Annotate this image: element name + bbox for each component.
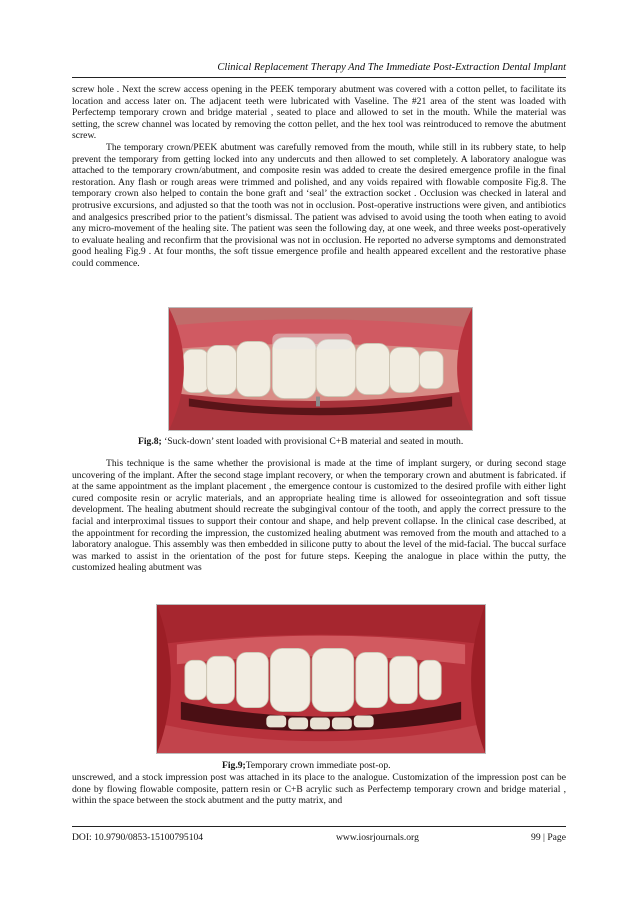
- figure-8-image: [168, 307, 473, 431]
- paragraph-1: screw hole . Next the screw access opening in the PEEK temporary abutment was covered with a cotton pellet, to facilitate its location and access later on. The adjacent teeth were lubricated with Vaseline. The #21 area of the stent was loaded with Perfectemp temporary crown and bridge material , seated to place and allowed to set in the mouth. While the material was setting, the screw channel was located by removing the cotton pellet, and the hex tool was reintroduced to remove the abutment screw.: [72, 84, 566, 142]
- figure-8-label: Fig.8;: [138, 436, 162, 447]
- footer-divider: [72, 826, 566, 827]
- body-text-bottom: [72, 772, 566, 807]
- paragraph-4: unscrewed, and a stock impression post was attached in its place to the analogue. Customization of the impression post can be done by flowing flowable composite, pattern resin or C+B acrylic such as Perfectemp temporary crown and bridge material , within the space between the stock abutment and the putty matrix, and: [72, 772, 566, 807]
- paragraph-2: The temporary crown/PEEK abutment was carefully removed from the mouth, while still in its rubbery state, to help prevent the temporary from getting locked into any undercuts and then allowed to set completely. A laboratory analogue was attached to the temporary crown/abutment, and composite resin was added to create the desired emergence profile in the final restoration. Any flash or rough areas were trimmed and polished, and any voids repaired with flowable composite Fig.8. The temporary crown also helped to contain the bone graft and ‘seal’ the extraction socket . Occlusion was checked in lateral and protrusive excursions, and adjusted so that the tooth was not in occlusion. Post-operative instructions were given, and antibiotics and analgesics prescribed prior to the patient’s dismissal. The patient was advised to avoid using the tooth when eating to avoid any micro-movement of the healing site. The patient was seen the following day, at one week, and three weeks post-operatively to evaluate healing and reconfirm that the provisional was not in occlusion. He reported no adverse symptoms and demonstrated good healing Fig.9 . At four months, the soft tissue emergence profile and health appeared excellent and the restorative phase could commence.: [72, 141, 566, 269]
- figure-9-image: [156, 604, 486, 754]
- body-text-top: [72, 84, 566, 270]
- body-text-middle: [72, 458, 566, 574]
- paragraph-3: This technique is the same whether the provisional is made at the time of implant surgery, or during second stage uncovering of the implant. After the second stage implant recovery, or when the temporary crown and abutment is fabricated. if at the same appointment as the implant placement , the emergence contour is customized to the desired profile with either light cured composite resin or acrylic materials, and an appropriate healing time is allowed for osseointegration and soft tissue development. The healing abutment should recreate the subgingival contour of the tooth, and apply the correct pressure to the facial and interproximal tissues to support their contour and shape, and help prevent collapse. In the clinical case described, at the appointment for recording the impression, the customized healing abutment was removed from the mouth and attached to a laboratory analogue. This assembly was then embedded in silicone putty to about the level of the mid-facial. The buccal surface was marked to assist in the orientation of the post for future steps. Keeping the analogue in place within the putty, the customized healing abutment was: [72, 458, 566, 574]
- running-title: Clinical Replacement Therapy And The Immediate Post-Extraction Dental Implant: [217, 62, 566, 73]
- footer-website[interactable]: www.iosrjournals.org: [336, 832, 419, 843]
- figure-9-caption: [222, 760, 391, 772]
- header-divider: [72, 77, 566, 78]
- fig9-photo: [157, 605, 485, 753]
- footer-doi: DOI: 10.9790/0853-15100795104: [72, 832, 204, 843]
- fig8-photo: [169, 308, 472, 430]
- footer-page-number: 99 | Page: [531, 832, 566, 843]
- figure-9-label: Fig.9;: [222, 760, 246, 771]
- figure-8-caption-text: ‘Suck-down’ stent loaded with provisional C+B material and seated in mouth.: [161, 436, 464, 447]
- figure-8-caption: [138, 436, 463, 448]
- figure-9-caption-text: Temporary crown immediate post-op.: [245, 760, 391, 771]
